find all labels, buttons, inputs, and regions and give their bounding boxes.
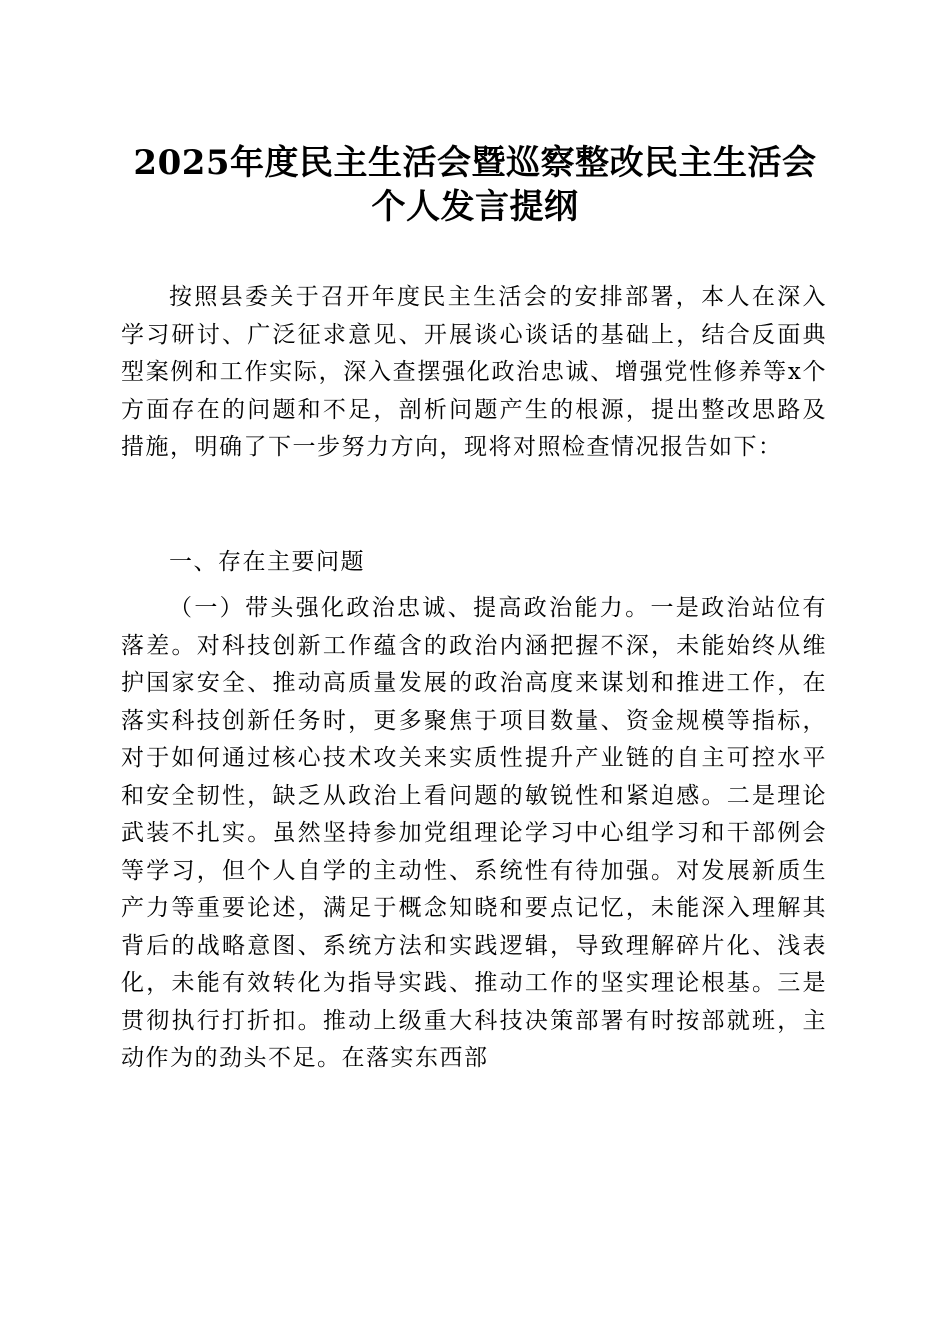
section-body-paragraph: （一）带头强化政治忠诚、提高政治能力。一是政治站位有落差。对科技创新工作蕴含的政治内涵把握不深，未能始终从维护国家安全、推动高质量发展的政治高度来谋划和推进工作，在落实科技创新任务时，更多聚焦于项目数量、资金规模等指标，对于如何通过核心技术攻关来实质性提升产业链的自主可控水平和安全韧性，缺乏从政治上看问题的敏锐性和紧迫感。二是理论武装不扎实。虽然坚持参加党组理论学习中心组学习和干部例会等学习，但个人自学的主动性、系统性有待加强。对发展新质生产力等重要论述，满足于概念知晓和要点记忆，未能深入理解其背后的战略意图、系统方法和实践逻辑，导致理解碎片化、浅表化，未能有效转化为指导实践、推动工作的坚实理论根基。三是贯彻执行打折扣。推动上级重大科技决策部署有时按部就班，主动作为的劲头不足。在落实东西部 [121, 595, 827, 1071]
document-title-line-2: 个人发言提纲 [371, 187, 579, 227]
intro-paragraph: 按照县委关于召开年度民主生活会的安排部署，本人在深入学习研讨、广泛征求意见、开展谈心谈话的基础上，结合反面典型案例和工作实际，深入查摆强化政治忠诚、增强党性修养等x个方面存在的问题和不足，剖析问题产生的根源，提出整改思路及措施，明确了下一步努力方向，现将对照检查情况报告如下： [121, 284, 827, 460]
section-heading: 一、存在主要问题 [169, 549, 365, 575]
document-title-line-1: 2025年度民主生活会暨巡察整改民主生活会 [133, 143, 817, 183]
